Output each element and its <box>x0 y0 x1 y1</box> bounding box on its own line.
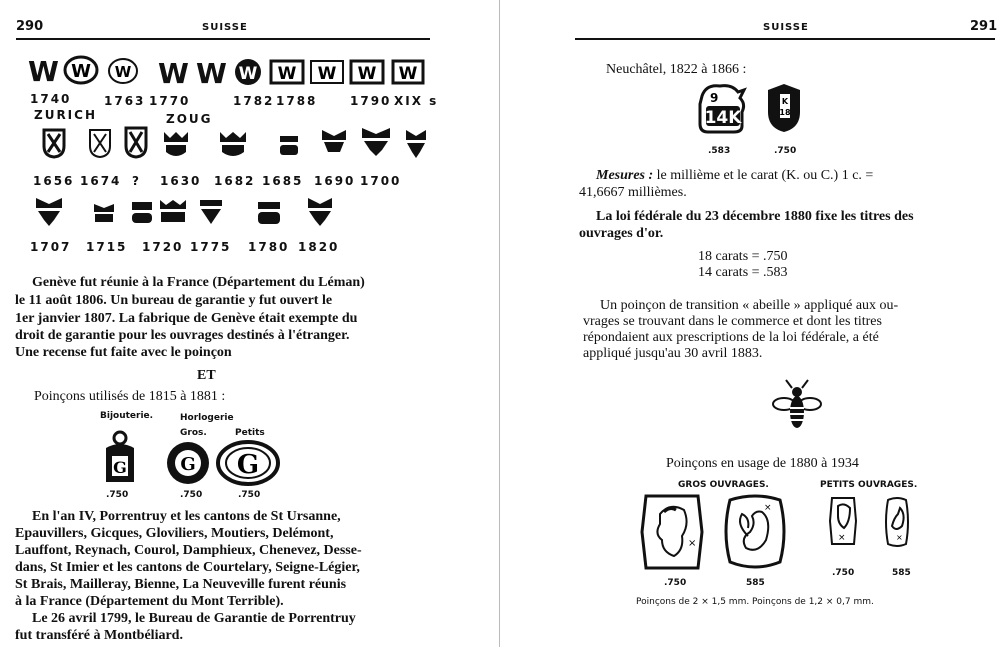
eagle-14k-mark-icon <box>696 82 748 138</box>
date-label: 1775 <box>190 240 232 254</box>
date-label: 1707 <box>30 240 72 254</box>
zoug-mark-icon <box>92 202 116 230</box>
helvetia-head-small-mark-icon <box>828 494 858 552</box>
w-round-mark-icon <box>230 58 266 90</box>
page-number: 291 <box>970 19 998 34</box>
usage-heading: Poinçons en usage de 1880 à 1934 <box>666 456 859 471</box>
zoug-mark-icon <box>158 198 188 230</box>
svg-text:W: W <box>317 64 337 84</box>
zoug-mark-icon <box>320 128 348 164</box>
date-label: 1630 <box>160 174 202 188</box>
svg-text:G: G <box>180 454 196 475</box>
svg-text:14K: 14K <box>704 108 742 128</box>
date-label: 1674 <box>80 174 122 188</box>
poincons-heading: Poinçons utilisés de 1815 à 1881 : <box>34 389 226 404</box>
header-rule <box>575 38 995 40</box>
svg-text:×: × <box>838 533 846 543</box>
petits-ouvrages-label: PETITS OUVRAGES. <box>820 480 918 490</box>
body-text-line: 1er janvier 1807. La fabrique de Genève était exempte du <box>15 311 358 326</box>
header-rule <box>16 38 430 40</box>
svg-text:K: K <box>781 97 789 106</box>
date-label: 1720 <box>142 240 184 254</box>
zoug-mark-icon <box>306 196 334 232</box>
svg-text:W: W <box>114 63 132 81</box>
date-label: 1740 <box>30 92 72 106</box>
usage-value: 585 <box>892 568 911 578</box>
date-label: 1656 <box>33 174 75 188</box>
w-box-mark-icon <box>392 60 424 88</box>
bijouterie-punch-icon <box>102 430 138 490</box>
zoug-mark-icon <box>34 196 64 232</box>
squirrel-mark-icon <box>722 494 788 574</box>
page-number: 290 <box>16 19 44 34</box>
zoug-mark-icon <box>198 198 224 232</box>
carats-line: 14 carats = .583 <box>698 265 788 280</box>
mark-value: .583 <box>708 146 731 156</box>
svg-text:×: × <box>896 533 903 542</box>
bee-mark-icon <box>772 378 822 438</box>
right-page <box>500 0 1000 647</box>
svg-text:W: W <box>71 61 91 82</box>
date-label: XIX s <box>394 94 439 108</box>
w-box-mark-icon <box>350 60 384 88</box>
date-label: 1782 <box>233 94 275 108</box>
date-label: 1763 <box>104 94 146 108</box>
petits-punch-icon <box>216 440 280 490</box>
body-text-line: Lauffont, Reynach, Courol, Damphieux, Chenevez, Desse- <box>15 543 362 558</box>
usage-value: .750 <box>832 568 855 578</box>
body-text-line: Un poinçon de transition « abeille » appliqué aux ou- <box>600 298 899 313</box>
svg-text:9: 9 <box>710 91 719 105</box>
svg-text:G: G <box>236 450 260 480</box>
w-mark-icon: W <box>158 57 189 90</box>
bijouterie-label: Bijouterie. <box>100 411 154 421</box>
date-label: 1685 <box>262 174 304 188</box>
svg-text:W: W <box>238 64 258 84</box>
body-text-line: En l'an IV, Porrentruy et les cantons de St Ursanne, <box>32 509 341 524</box>
body-text-line: fut transféré à Montbéliard. <box>15 628 183 643</box>
mesures-label: Mesures : <box>596 168 654 183</box>
body-text-line: appliqué jusqu'au 30 avril 1883. <box>583 346 763 361</box>
zoug-label: ZOUG <box>166 112 213 126</box>
zoug-mark-icon <box>404 128 428 164</box>
helvetia-head-mark-icon <box>640 494 704 574</box>
svg-text:18: 18 <box>779 108 791 117</box>
date-label: 1820 <box>298 240 340 254</box>
body-text-line: le 11 août 1806. Un bureau de garantie y fut ouvert le <box>15 293 333 308</box>
body-text-line: 41,6667 millièmes. <box>579 185 687 200</box>
svg-text:W: W <box>357 64 377 84</box>
running-head: SUISSE <box>763 22 809 33</box>
usage-caption: Poinçons de 2 × 1,5 mm. Poinçons de 1,2 × 0,7 mm. <box>636 597 874 607</box>
w-box-mark-icon <box>310 60 344 88</box>
zurich-shield-icon <box>124 126 148 162</box>
zoug-mark-icon <box>278 134 300 162</box>
date-label: 1715 <box>86 240 128 254</box>
horlogerie-label: Horlogerie <box>180 413 234 423</box>
usage-value: .750 <box>664 578 687 588</box>
zoug-mark-icon <box>162 130 190 164</box>
zurich-shield-icon <box>88 128 112 162</box>
petits-label: Petits <box>235 428 265 438</box>
usage-value: 585 <box>746 578 765 588</box>
et-label: ET <box>197 368 216 383</box>
zoug-mark-icon <box>218 130 248 164</box>
body-text-line: Le 26 avril 1799, le Bureau de Garantie de Porrentruy <box>32 611 356 626</box>
w-mark-icon: W <box>196 57 227 90</box>
svg-text:×: × <box>688 538 697 549</box>
w-box-mark-icon <box>270 60 304 88</box>
date-label: 1700 <box>360 174 402 188</box>
zurich-label: ZURICH <box>34 108 97 122</box>
date-label: 1682 <box>214 174 256 188</box>
date-label: 1770 <box>149 94 191 108</box>
gros-ouvrages-label: GROS OUVRAGES. <box>678 480 769 490</box>
neuchatel-heading: Neuchâtel, 1822 à 1866 : <box>606 62 747 77</box>
punch-value: .750 <box>180 490 203 500</box>
w-mark-icon: W <box>28 55 59 88</box>
w-oval-small-mark-icon <box>108 58 138 88</box>
date-label: 1788 <box>276 94 318 108</box>
body-text-line: à la France (Département du Mont Terrible). <box>15 594 284 609</box>
squirrel-small-mark-icon <box>882 496 912 552</box>
mesures-text: le millième et le carat (K. ou C.) 1 c. = <box>656 168 874 183</box>
gros-punch-icon <box>164 440 212 490</box>
body-text-line: St Brais, Mailleray, Bienne, La Neuveville furent réunis <box>15 577 347 592</box>
punch-value: .750 <box>106 490 129 500</box>
date-label: 1790 <box>350 94 392 108</box>
svg-text:×: × <box>764 503 772 513</box>
running-head: SUISSE <box>202 22 248 33</box>
body-text-line: Epauvillers, Gicques, Gloviliers, Moutiers, Delémont, <box>15 526 334 541</box>
body-text-line: Genève fut réunie à la France (Département du Léman) <box>32 275 365 290</box>
body-text-line: dans, St Imier et les cantons de Courtelary, Seigne-Légier, <box>15 560 360 575</box>
mark-value: .750 <box>774 146 797 156</box>
svg-text:W: W <box>398 64 418 84</box>
body-text-line: La loi fédérale du 23 décembre 1880 fixe les titres des <box>596 209 914 224</box>
date-label: 1690 <box>314 174 356 188</box>
zoug-mark-icon <box>256 200 282 234</box>
zoug-mark-icon <box>360 126 392 164</box>
body-text-line: vrages se trouvant dans le commerce et dont les titres <box>583 314 882 329</box>
body-text-line: droit de garantie pour les ouvrages destinés à l'étranger. <box>15 328 350 343</box>
body-text-line: répondaient aux prescriptions de la loi fédérale, a été <box>583 330 879 345</box>
body-text-line: ouvrages d'or. <box>579 226 664 241</box>
date-label: 1780 <box>248 240 290 254</box>
zurich-shield-icon <box>42 128 66 162</box>
mesures-line <box>596 168 873 184</box>
punch-value: .750 <box>238 490 261 500</box>
w-oval-mark-icon <box>64 56 98 88</box>
gros-label: Gros. <box>180 428 207 438</box>
body-text-line: Une recense fut faite avec le poinçon <box>15 345 232 360</box>
svg-text:W: W <box>277 64 297 84</box>
zoug-mark-icon <box>130 200 154 230</box>
carats-line: 18 carats = .750 <box>698 249 788 264</box>
shield-18k-mark-icon <box>764 82 804 138</box>
date-label: ? <box>132 174 141 188</box>
svg-text:G: G <box>113 458 127 477</box>
